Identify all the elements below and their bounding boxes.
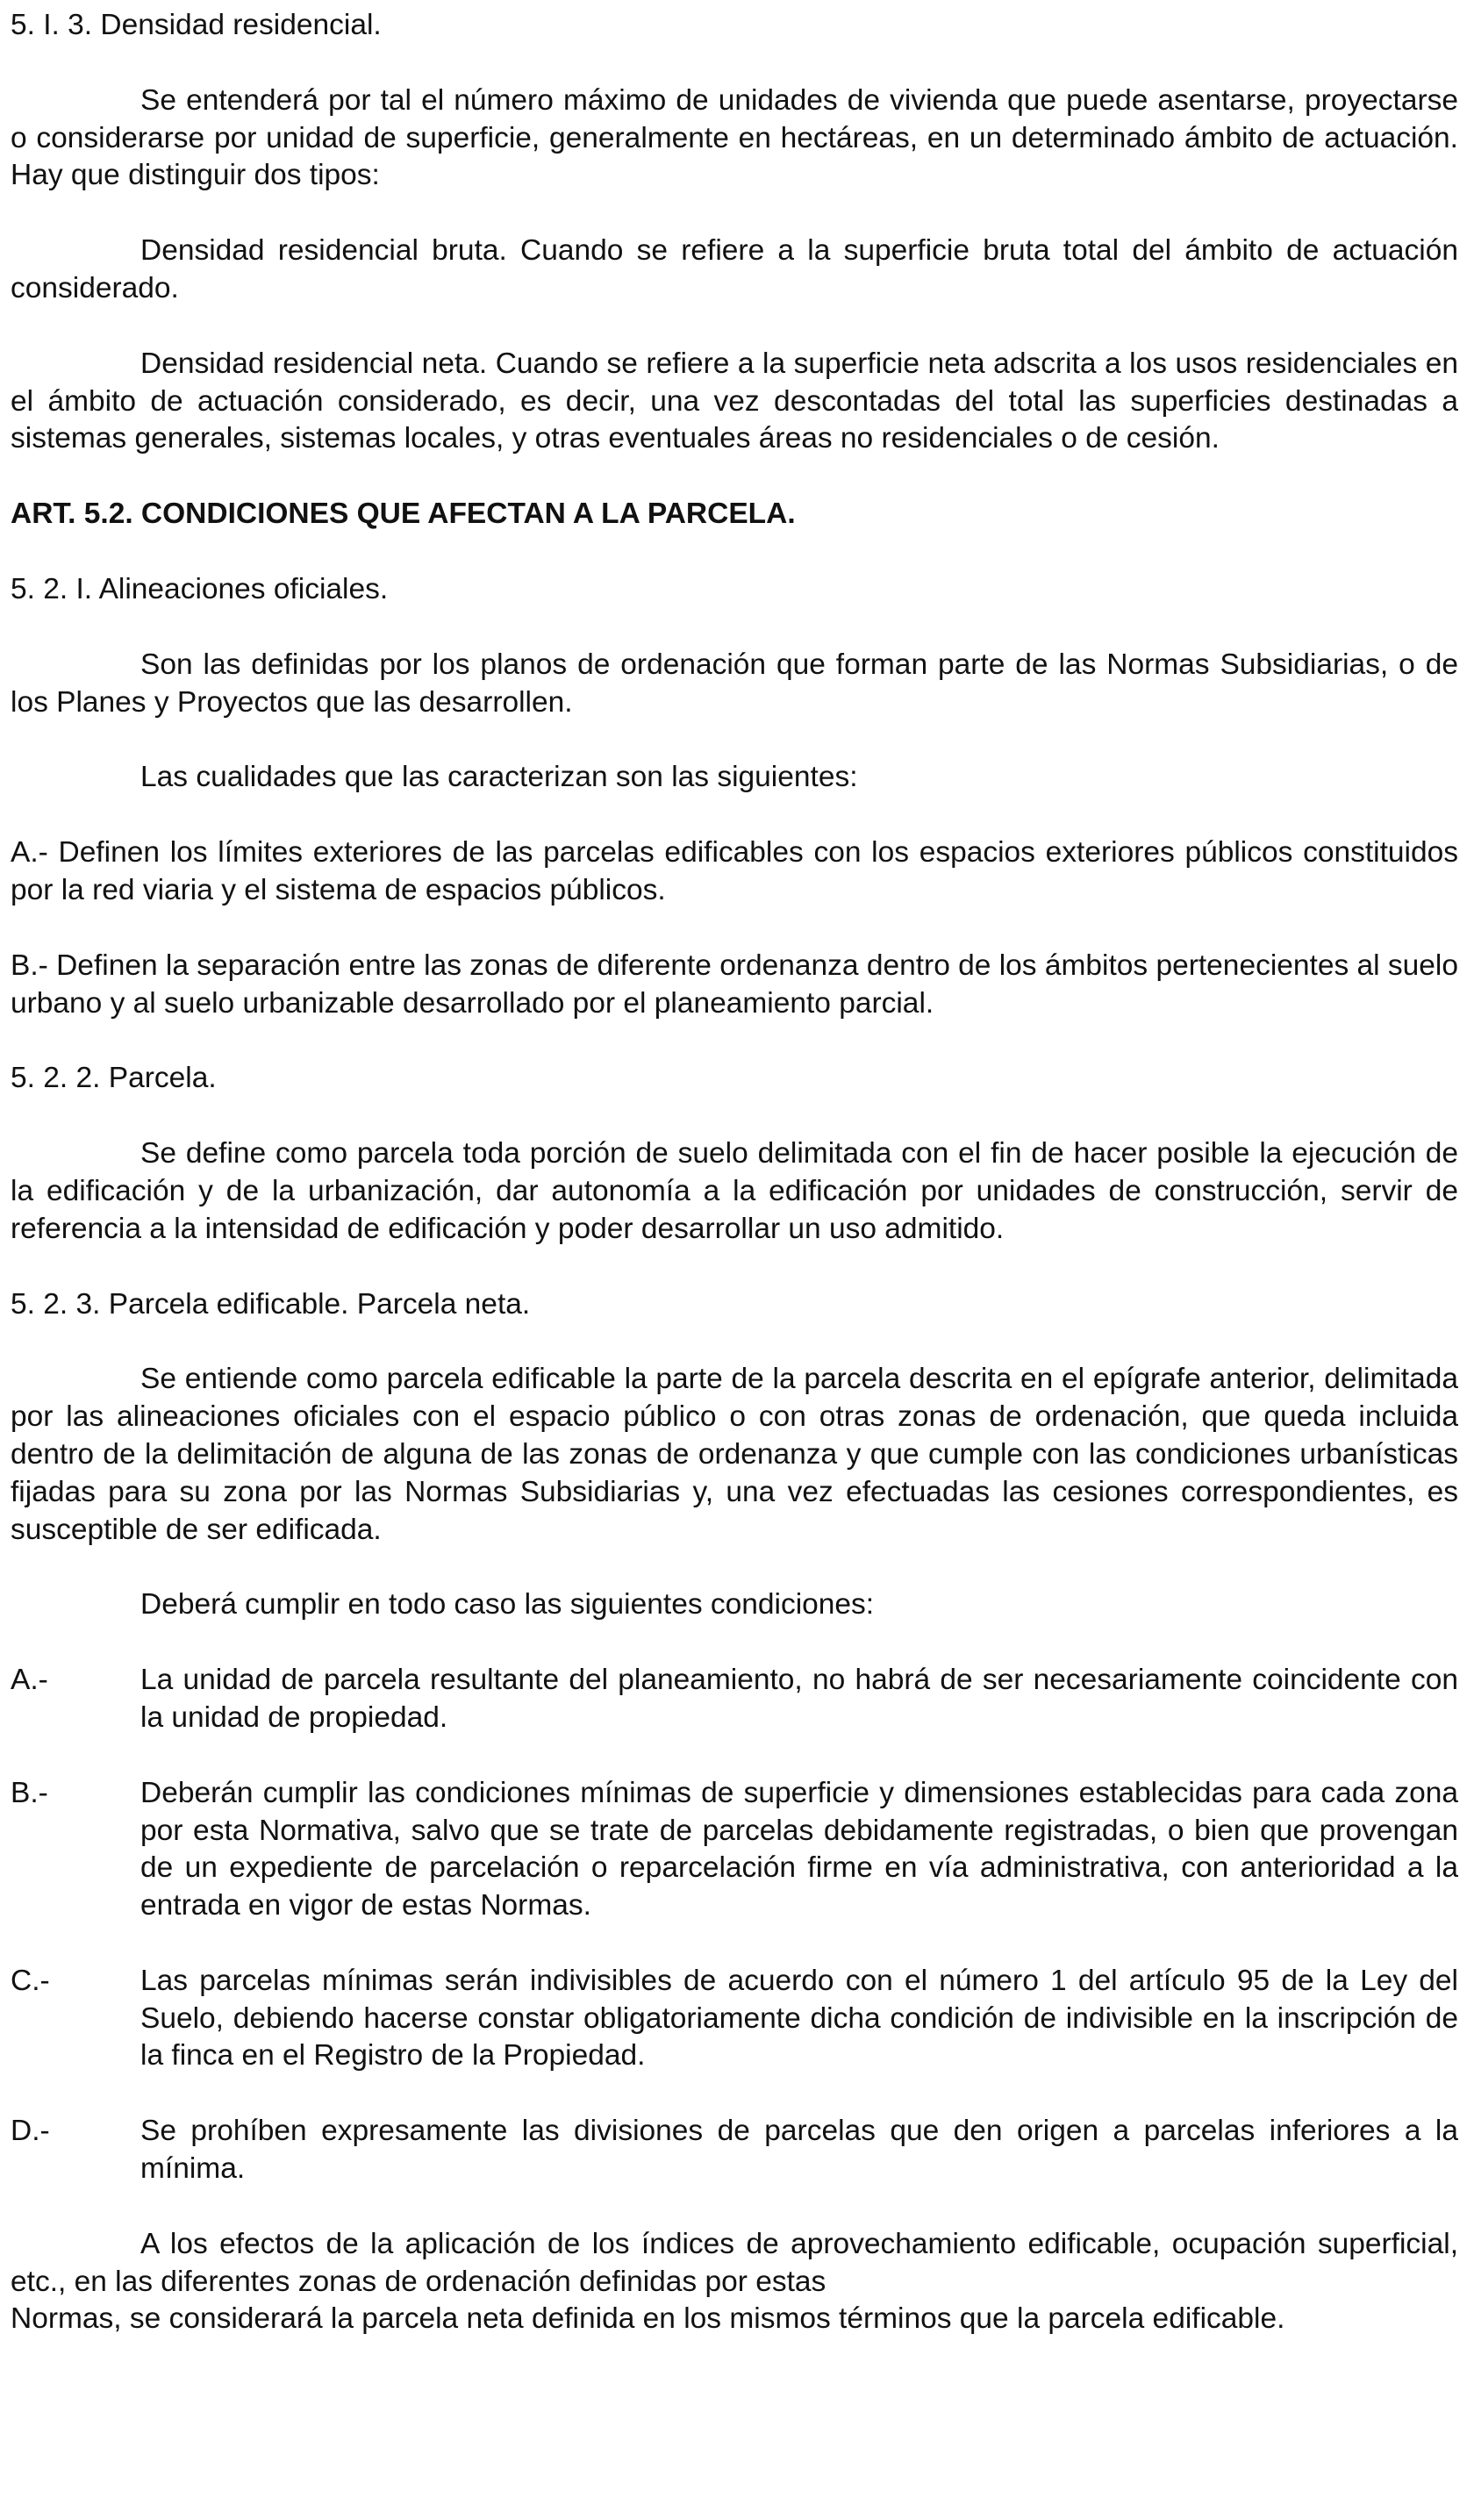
paragraph-alineaciones-definition: Son las definidas por los planos de ordenación que forman parte de las Normas Subsidiarias, o de los Planes y Proyectos que las desarrollen. xyxy=(11,648,1458,719)
condition-item-b xyxy=(11,1775,1458,1925)
paragraph-densidad-bruta: Densidad residencial bruta. Cuando se refiere a la superficie bruta total del ámbito de actuación considerado. xyxy=(11,234,1458,304)
condition-label: A.- xyxy=(11,1664,48,1697)
document-page xyxy=(11,7,1458,2338)
paragraph-parcela-edificable-definition: Se entiende como parcela edificable la parte de la parcela descrita en el epígrafe anterior, delimitada por las alineaciones oficiales con el espacio público o con otras zonas de ordenación, que queda incluida dentro de la delimitación de alguna de las zonas de ordenanza y que cumple con las condiciones urbanísticas fijadas para su zona por las Normas Subsidiarias y, una vez efectuadas las cesiones correspondientes, es susceptible de ser edificada. xyxy=(11,1363,1458,1546)
condition-item-c xyxy=(11,1963,1458,2075)
condition-text: Se prohíben expresamente las divisiones de parcelas que den origen a parcelas inferiores a la mínima. xyxy=(140,2115,1458,2186)
paragraph-densidad-definition: Se entenderá por tal el número máximo de unidades de vivienda que puede asentarse, proyectarse o considerarse por unidad de superficie, generalmente en hectáreas, en un determinado ámbito de actuación. Hay que distinguir dos tipos: xyxy=(11,83,1458,192)
paragraph-condiciones-intro: Deberá cumplir en todo caso las siguientes condiciones: xyxy=(140,1588,875,1622)
condition-text: Deberán cumplir las condiciones mínimas de superficie y dimensiones establecidas para cada zona por esta Normativa, salvo que se trate de parcelas debidamente registradas, o bien que provengan de un expediente de parcelación o reparcelación firme en vía administrativa, con anterioridad a la entrada en vigor de estas Normas. xyxy=(140,1776,1458,1922)
paragraph-efectos-part-1: A los efectos de la aplicación de los índices de aprovechamiento edificable, ocupación superficial, etc., en las diferentes zonas de ordenación definidas por estas xyxy=(11,2227,1458,2298)
condition-text: La unidad de parcela resultante del planeamiento, no habrá de ser necesariamente coincidente con la unidad de propiedad. xyxy=(140,1664,1458,1734)
condition-text: Las parcelas mínimas serán indivisibles de acuerdo con el número 1 del artículo 95 de la Ley del Suelo, debiendo hacerse constar obligatoriamente dicha condición de indivisible en la inscripción de la finca en el Registro de la Propiedad. xyxy=(140,1964,1458,2073)
section-heading-5-2-1: 5. 2. I. Alineaciones oficiales. xyxy=(11,572,389,605)
alineaciones-item-a: A.- Definen los límites exteriores de las parcelas edificables con los espacios exteriores públicos constituidos por la red viaria y el sistema de espacios públicos. xyxy=(11,836,1458,906)
condition-label: B.- xyxy=(11,1776,48,1809)
alineaciones-item-b: B.- Definen la separación entre las zonas de diferente ordenanza dentro de los ámbitos pertenecientes al suelo urbano y al suelo urbanizable desarrollado por el planeamiento parcial. xyxy=(11,949,1458,1020)
condition-label: D.- xyxy=(11,2115,50,2148)
section-heading-5-1-3: 5. I. 3. Densidad residencial. xyxy=(11,9,382,41)
paragraph-parcela-definition: Se define como parcela toda porción de suelo delimitada con el fin de hacer posible la ejecución de la edificación y de la urbanización, dar autonomía a la edificación por unidades de construcción, servir de referencia a la intensidad de edificación y poder desarrollar un uso admitido. xyxy=(11,1137,1458,1245)
paragraph-efectos-part-2: Normas, se considerará la parcela neta definida en los mismos términos que la parcela edificable. xyxy=(11,2302,1285,2336)
condition-item-a xyxy=(11,1662,1458,1737)
condition-label: C.- xyxy=(11,1964,50,1997)
section-heading-5-2-2: 5. 2. 2. Parcela. xyxy=(11,1062,217,1095)
paragraph-densidad-neta: Densidad residencial neta. Cuando se refiere a la superficie neta adscrita a los usos residenciales en el ámbito de actuación considerado, es decir, una vez descontadas del total las superficies destinadas a sistemas generales, sistemas locales, y otras eventuales áreas no residenciales o de cesión. xyxy=(11,347,1458,455)
paragraph-alineaciones-intro: Las cualidades que las caracterizan son las siguientes: xyxy=(140,761,858,794)
article-title-5-2: ART. 5.2. CONDICIONES QUE AFECTAN A LA PARCELA. xyxy=(11,498,796,531)
section-heading-5-2-3: 5. 2. 3. Parcela edificable. Parcela neta. xyxy=(11,1287,531,1321)
condition-item-d xyxy=(11,2113,1458,2188)
